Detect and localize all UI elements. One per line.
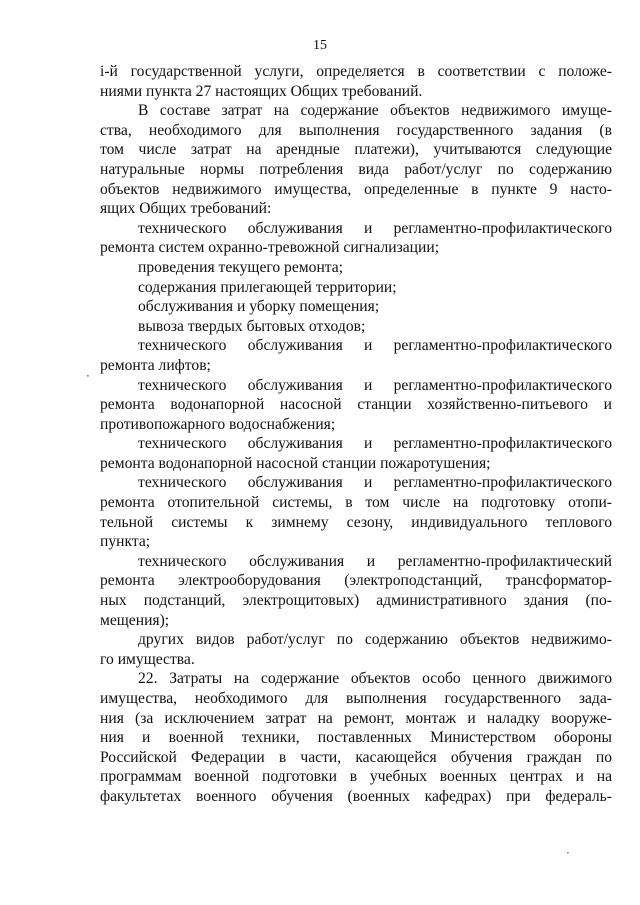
scan-speck: · [86,369,90,383]
text-line: технического обслуживания и регламентно-профилактического [138,435,612,453]
text-line: ных подстанций, электрощитовых) административного здания (по- [100,592,612,610]
text-line: ремонта отопительной системы, в том числе на подготовку отопи- [100,494,612,512]
text-line: ремонта электрооборудования (электроподстанций, трансформатор- [100,572,612,590]
text-line: ящих Общих требований: [100,200,272,218]
text-line: технического обслуживания и регламентно-профилактического [138,376,612,394]
text-line: пункта; [100,533,151,551]
text-line: ниями пункта 27 настоящих Общих требований. [100,82,423,100]
text-line: противопожарного водоснабжения; [100,415,336,433]
text-line: ния и военной техники, поставленных Министерством обороны [100,729,612,747]
text-line: том числе затрат на арендные платежи), учитываются следующие [100,141,612,159]
text-line: технического обслуживания и регламентно-профилактического [138,337,612,355]
text-line: В составе затрат на содержание объектов недвижимого имуще- [138,102,612,120]
text-line: ремонта систем охранно-тревожной сигнализации; [100,239,440,257]
text-line: мещения); [100,611,170,629]
text-line: проведения текущего ремонта; [138,258,344,276]
text-line: 22. Затраты на содержание объектов особо ценного движимого [138,670,612,688]
page-number: 15 [313,38,327,53]
text-line: имущества, необходимого для выполнения государственного зада- [100,690,612,707]
text-line: ства, необходимого для выполнения государственного задания (в [100,121,612,139]
text-line: обслуживания и уборку помещения; [138,298,380,316]
text-line: технического обслуживания и регламентно-профилактического [138,474,612,492]
text-line: других видов работ/услуг по содержанию объектов недвижимо- [138,631,612,649]
text-line: содержания прилегающей территории; [138,278,397,296]
text-line: ремонта водонапорной насосной станции пожаротушения; [100,454,491,472]
scan-speck: · [566,846,570,860]
text-line: ния (за исключением затрат на ремонт, монтаж и наладку вооруже- [100,709,612,727]
body-text [100,62,612,807]
text-line: ремонта лифтов; [100,356,211,374]
text-line: программам военной подготовки в учебных военных центрах и на [100,768,612,786]
text-line: тельной системы к зимнему сезону, индивидуального теплового [100,513,612,531]
text-line: вывоза твердых бытовых отходов; [138,317,366,335]
text-line: ремонта водонапорной насосной станции хозяйственно-питьевого и [100,396,612,414]
text-line: факультетах военного обучения (военных кафедрах) при федераль- [100,787,612,805]
text-line: i-й государственной услуги, определяется в соответствии с положе- [100,63,612,80]
text-line: технического обслуживания и регламентно-профилактического [138,219,612,237]
text-line: объектов недвижимого имущества, определенные в пункте 9 насто- [100,180,612,198]
text-line: натуральные нормы потребления вида работ/услуг по содержанию [100,160,612,178]
text-line: Российской Федерации в части, касающейся обучения граждан по [100,748,612,766]
text-line: го имущества. [100,650,195,668]
text-line: технического обслуживания и регламентно-профилактический [138,552,612,570]
